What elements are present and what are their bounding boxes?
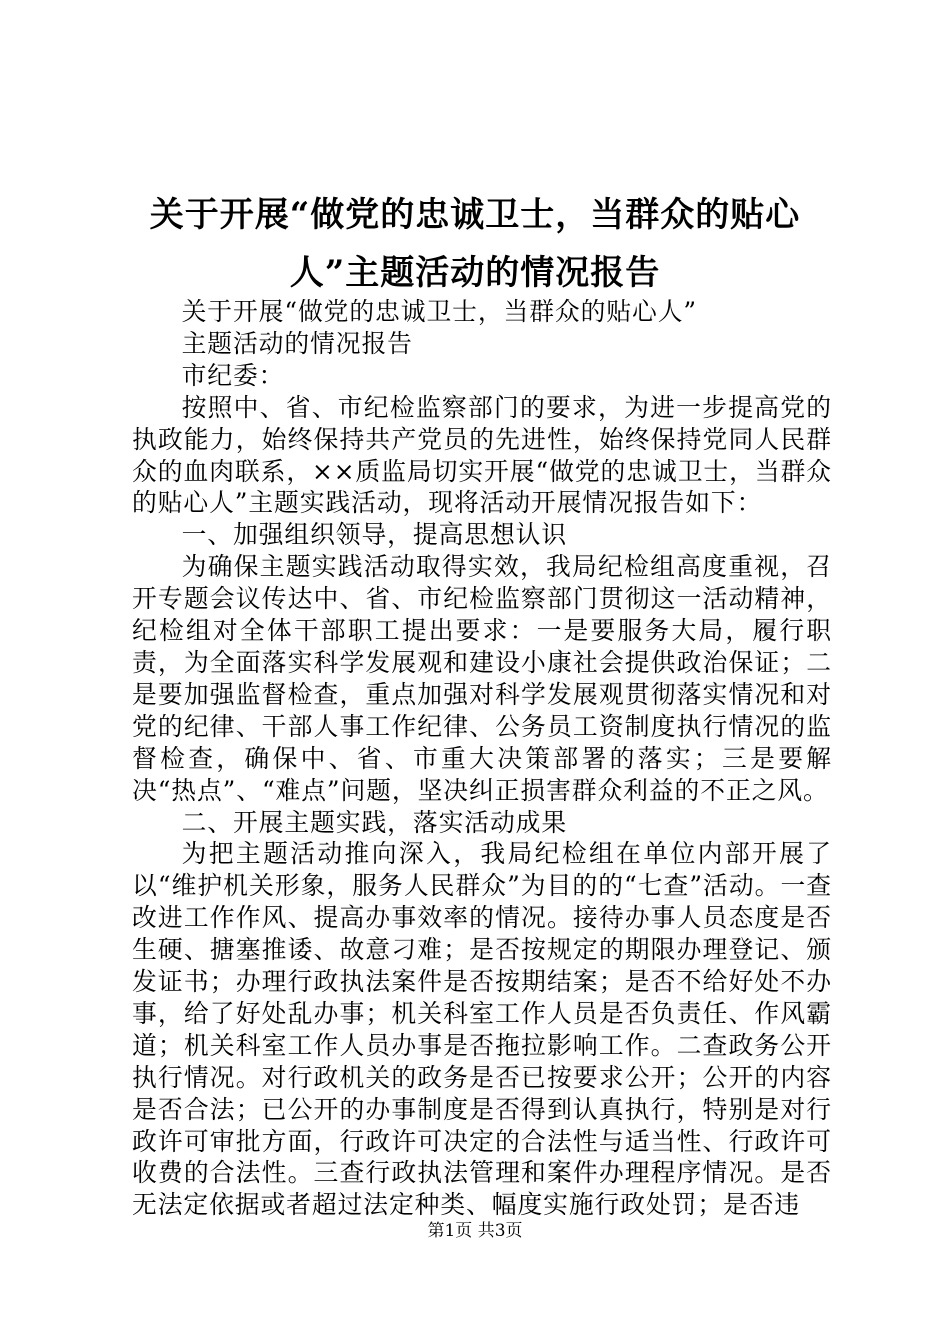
document-title-line-2: 人”主题活动的情况报告 <box>289 253 661 293</box>
paragraph-section-1: 为确保主题实践活动取得实效，我局纪检组高度重视，召开专题会议传达中、省、市纪检监察部门贯彻这一活动精神，纪检组对全体干部职工提出要求：一是要服务大局，履行职责，为全面落实科学发展观和建设小康社会提供政治保证；二是要加强监督检查，重点加强对科学发展观贯彻落实情况和对党的纪律、干部人事工作纪律、公务员工资制度执行情况的监督检查，确保中、省、市重大决策部署的落实；三是要解决“热点”、“难点”问题，坚决纠正损害群众利益的不正之风。 <box>132 552 832 805</box>
subtitle-line-1: 关于开展“做党的忠诚卫士，当群众的贴心人” <box>181 297 697 326</box>
section-heading-1: 一、加强组织领导，提高思想认识 <box>181 520 568 550</box>
document-body <box>132 296 832 1221</box>
paragraph-section-2: 为把主题活动推向深入，我局纪检组在单位内部开展了以“维护机关形象，服务人民群众”为目的的“七查”活动。一查改进工作作风、提高办事效率的情况。接待办事人员态度是否生硬、搪塞推诿、故意刁难；是否按规定的期限办理登记、颁发证书；办理行政执法案件是否按期结案；是否不给好处不办事，给了好处乱办事；机关科室工作人员是否负责任、作风霸道；机关科室工作人员办事是否拖拉影响工作。二查政务公开执行情况。对行政机关的政务是否已按要求公开；公开的内容是否合法；已公开的办事制度是否得到认真执行，特别是对行政许可审批方面，行政许可决定的合法性与适当性、行政许可收费的合法性。三查行政执法管理和案件办理程序情况。是否无法定依据或者超过法定种类、幅度实施行政处罚；是否违 <box>132 839 832 1220</box>
salutation: 市纪委： <box>181 360 285 390</box>
subtitle-line-2: 主题活动的情况报告 <box>181 328 413 358</box>
document-title-line-1: 关于开展“做党的忠诚卫士，当群众的贴心 <box>149 195 801 235</box>
paragraph-intro: 按照中、省、市纪检监察部门的要求，为进一步提高党的执政能力，始终保持共产党员的先进性，始终保持党同人民群众的血肉联系，××质监局切实开展“做党的忠诚卫士，当群众的贴心人”主题实践活动，现将活动开展情况报告如下： <box>132 392 832 518</box>
section-heading-2: 二、开展主题实践，落实活动成果 <box>181 807 568 837</box>
page-number-footer: 第1页 共3页 <box>427 1221 523 1241</box>
